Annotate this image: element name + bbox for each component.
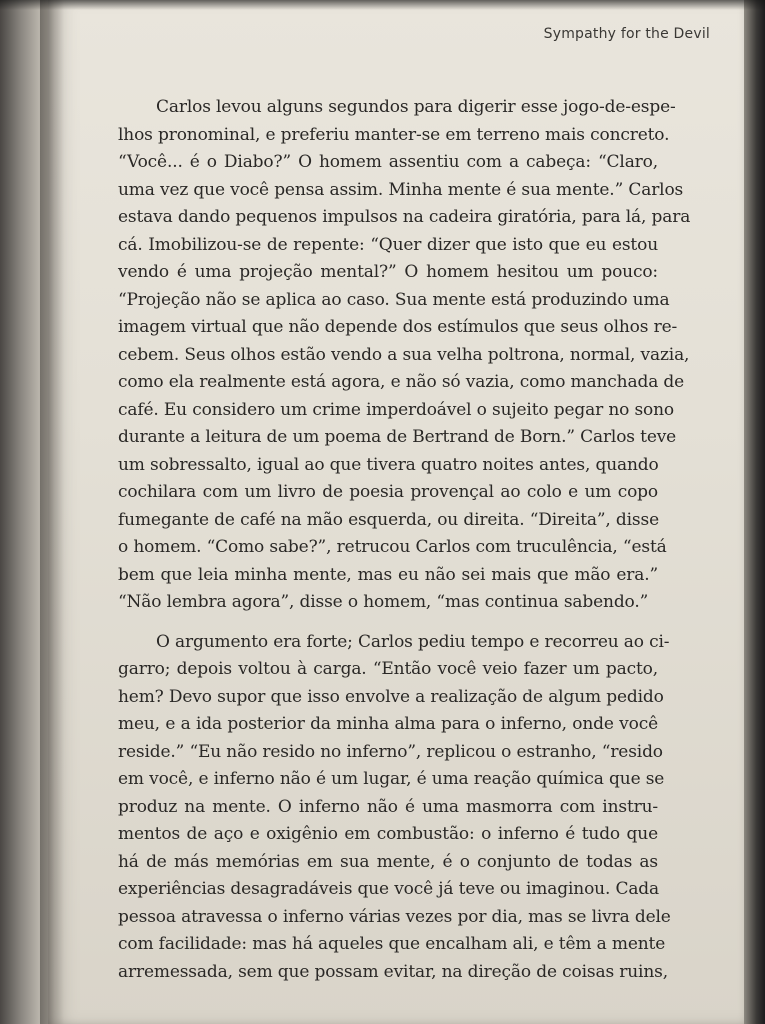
text-line: cá. Imobilizou-se de repente: “Quer dizer que isto que eu estou	[118, 234, 658, 255]
running-head: Sympathy for the Devil	[543, 26, 710, 42]
text-line: produz na mente. O inferno não é uma masmorra com instru-	[118, 796, 658, 817]
text-line: “Projeção não se aplica ao caso. Sua mente está produzindo uma	[118, 289, 670, 310]
text-line: bem que leia minha mente, mas eu não sei mais que mão era.”	[118, 564, 658, 585]
text-line: há de más memórias em sua mente, é o conjunto de todas as	[118, 851, 658, 872]
text-line: Carlos levou alguns segundos para digerir esse jogo-de-espe-	[156, 97, 676, 117]
text-line: imagem virtual que não depende dos estímulos que seus olhos re-	[118, 317, 678, 337]
text-line: vendo é uma projeção mental?” O homem hesitou um pouco:	[118, 262, 658, 282]
text-line: arremessada, sem que possam evitar, na direção de coisas ruins,	[118, 961, 668, 982]
page-stack-edge	[744, 0, 765, 1024]
text-line: garro; depois voltou à carga. “Então você veio fazer um pacto,	[118, 659, 658, 679]
text-line: lhos pronominal, e preferiu manter-se em terreno mais concreto.	[118, 124, 670, 145]
text-line: pessoa atravessa o inferno várias vezes por dia, mas se livra dele	[118, 906, 671, 927]
text-line: com facilidade: mas há aqueles que encalham ali, e têm a mente	[118, 934, 666, 954]
text-line: “Não lembra agora”, disse o homem, “mas continua sabendo.”	[118, 592, 649, 612]
paragraph-gap	[118, 617, 658, 629]
text-line: café. Eu considero um crime imperdoável o sujeito pegar no sono	[118, 399, 674, 420]
text-line: meu, e a ida posterior da minha alma para o inferno, onde você	[118, 714, 658, 734]
text-line: o homem. “Como sabe?”, retrucou Carlos com truculência, “está	[118, 537, 667, 557]
text-line: cebem. Seus olhos estão vendo a sua velha poltrona, normal, vazia,	[118, 344, 690, 365]
text-line: durante a leitura de um poema de Bertrand de Born.” Carlos teve	[118, 427, 677, 447]
text-line: em você, e inferno não é um lugar, é uma reação química que se	[118, 769, 665, 789]
text-line: uma vez que você pensa assim. Minha mente é sua mente.” Carlos	[118, 179, 684, 200]
paragraph-1	[118, 94, 691, 617]
text-line: reside.” “Eu não resido no inferno”, replicou o estranho, “resido	[118, 741, 663, 762]
text-line: um sobressalto, igual ao que tivera quatro noites antes, quando	[118, 454, 659, 475]
text-line: fumegante de café na mão esquerda, ou direita. “Direita”, disse	[118, 509, 659, 530]
text-line: mentos de aço e oxigênio em combustão: o inferno é tudo que	[118, 824, 658, 844]
paragraph-2	[118, 629, 671, 987]
text-line: hem? Devo supor que isso envolve a realização de algum pedido	[118, 686, 664, 707]
text-line: experiências desagradáveis que você já teve ou imaginou. Cada	[118, 879, 660, 899]
text-line: cochilara com um livro de poesia provençal ao colo e um copo	[118, 482, 658, 502]
text-line: O argumento era forte; Carlos pediu tempo e recorreu ao ci-	[156, 631, 670, 652]
text-line: “Você... é o Diabo?” O homem assentiu com a cabeça: “Claro,	[118, 152, 658, 172]
book-gutter	[40, 0, 64, 1024]
body-text	[118, 94, 691, 986]
text-line: estava dando pequenos impulsos na cadeira giratória, para lá, para	[118, 207, 691, 227]
text-line: como ela realmente está agora, e não só vazia, como manchada de	[118, 372, 685, 392]
top-shadow	[0, 0, 765, 10]
